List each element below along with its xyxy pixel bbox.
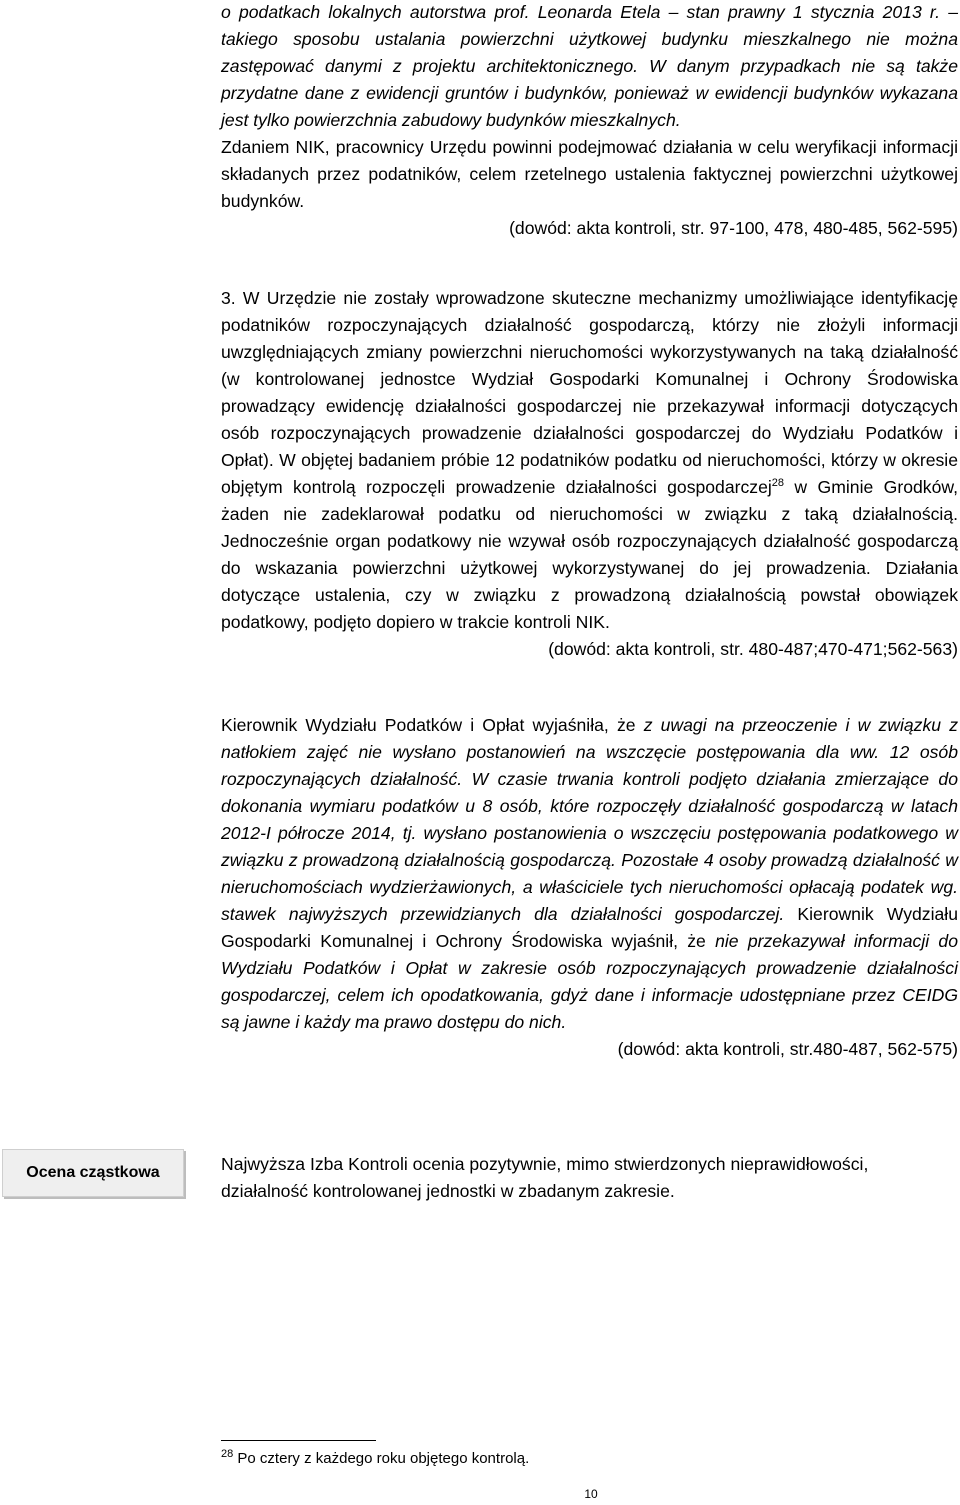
evidence-ref-3: (dowód: akta kontroli, str.480-487, 562-575) [617,1039,958,1059]
page-number: 10 [584,1487,598,1501]
italic-quote: o podatkach lokalnych autorstwa prof. Leonarda Etela – stan prawny 1 stycznia 2013 r. – takiego sposobu ustalania powierzchni użytkowej budynku mieszkalnego nie można zastępować danymi z projektu architektonicznego. W danym przypadkach nie są także przydatne dane z ewidencji gruntów i budynków, ponieważ w ewidencji budynków wykazana jest tylko powierzchnia zabudowy budynków mieszkalnych. [221,2,958,130]
explanation [221,712,958,1036]
evidence-ref-2: (dowód: akta kontroli, str. 480-487;470-471;562-563) [548,639,958,659]
footnote [221,1449,529,1469]
explanation-quote-2: nie przekazywał informacji do Wydziału Podatków i Opłat w zakresie osób rozpoczynających prowadzenie działalności gospodarczej, celem ich opodatkowania, gdyż dane i informacje udostępniane przez CEIDG są jawne i każdy ma prawo dostępu do nich. [221,931,958,1032]
assessment-text: Najwyższa Izba Kontroli ocenia pozytywnie, mimo stwierdzonych nieprawidłowości, działalność kontrolowanej jednostki w zbadanym zakresie. [221,1154,869,1201]
assessment-block [221,1151,958,1205]
finding-3 [221,285,958,636]
explanation-quote-1: z uwagi na przeoczenie i w związku z natłokiem zajęć nie wysłano postanowień na wszczęcie postępowania dla ww. 12 osób rozpoczynających działalność. W czasie trwania kontroli podjęto działania zmierzające do dokonania wymiaru podatków u 8 osób, które rozpoczęły działalność gospodarczą w latach 2012-I półrocze 2014, tj. wysłano postanowienia o wszczęciu postępowania podatkowego w związku z prowadzoną działalnością gospodarczą. Pozostałe 4 osoby prowadzą działalność w nieruchomościach wydzierżawionych, a właściciele tych nieruchomości opłacają podatek wg. stawek najwyższych przewidzianych dla działalności gospodarczej. [221,715,958,924]
footnote-marker: 28 [771,477,785,490]
footnote-number: 28 [221,1448,234,1460]
explanation-lead-1: Kierownik Wydziału Podatków i Opłat wyjaśniła, że [221,715,644,735]
evidence-ref-1: (dowód: akta kontroli, str. 97-100, 478, 480-485, 562-595) [509,218,958,238]
finding-3-text-a: 3. W Urzędzie nie zostały wprowadzone skuteczne mechanizmy umożliwiające identyfikację podatników rozpoczynających działalność gospodarczą, którzy nie złożyli informacji uwzględniających zmiany powierzchni nieruchomości wykorzystywanych na taką działalność (w kontrolowanej jednostce Wydział Gospodarki Komunalnej i Ochrony Środowiska prowadzący ewidencję działalności gospodarczej nie przekazywał informacji dotyczących osób rozpoczynających prowadzenie działalności gospodarczej do Wydziału Podatków i Opłat). W objętej badaniem próbie 12 podatników podatku od nieruchomości, którzy w okresie objętym kontrolą rozpoczęli prowadzenie działalności gospodarczej [221,288,958,497]
footnote-text: Po cztery z każdego roku objętego kontrolą. [233,1450,530,1467]
paragraph-block-1 [221,0,958,242]
paragraph-block-3 [221,712,958,1063]
finding-3-text-b: w Gminie Grodków, żaden nie zadeklarował podatku od nieruchomości w związku z taką działalnością. Jednocześnie organ podatkowy nie wzywał osób rozpoczynających działalność gospodarczą do wskazania powierzchni użytkowej wykorzystywanej do jej prowadzenia. Działania dotyczące ustalenia, czy w związku z prowadzoną działalnością powstał obowiązek podatkowy, podjęto dopiero w trakcie kontroli NIK. [221,477,958,632]
nik-opinion: Zdaniem NIK, pracownicy Urzędu powinni podejmować działania w celu weryfikacji informacji składanych przez podatników, celem rzetelnego ustalenia faktycznej powierzchni użytkowej budynków. [221,137,958,211]
assessment-label-box [2,1149,184,1197]
footnote-separator [221,1440,376,1441]
assessment-label: Ocena cząstkowa [26,1164,160,1181]
explanation-lead-2: Kierownik Wydziału Gospodarki Komunalnej i Ochrony Środowiska wyjaśnił, że [221,904,958,951]
paragraph-block-2 [221,285,958,663]
